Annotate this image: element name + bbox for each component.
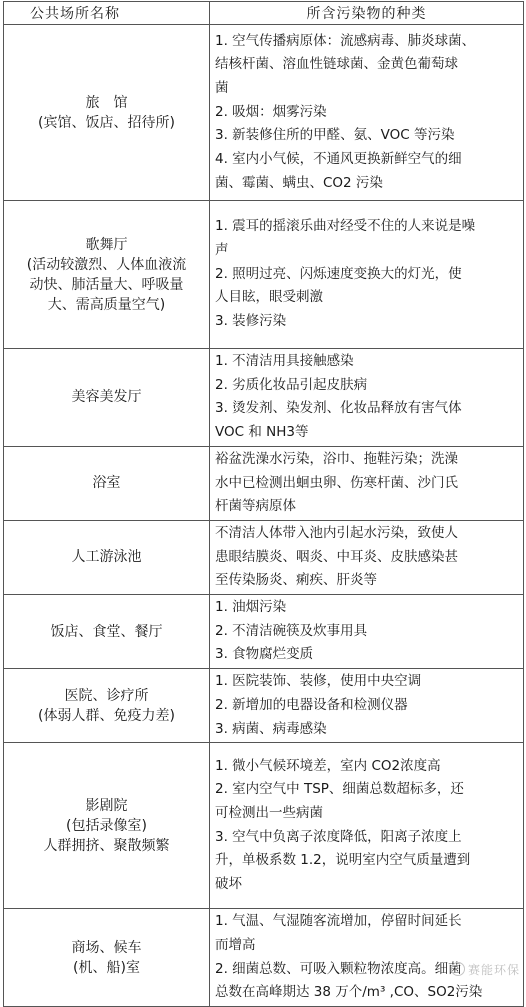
pollutant-line: 2. 照明过亮、闪烁速度变换大的灯光，使	[215, 265, 462, 282]
place-cell	[4, 909, 210, 1007]
pollutant-line: 3. 食物腐烂变质	[215, 646, 314, 663]
place-line: 大、需高质量空气)	[47, 296, 166, 313]
pollutant-line: 1. 空气传播病原体：流感病毒、肺炎球菌、	[215, 32, 476, 49]
place-line: 饭店、食堂、餐厅	[50, 623, 163, 640]
place-cell	[4, 349, 210, 447]
place-cell	[4, 520, 210, 594]
place-line: 旅 馆	[85, 94, 128, 111]
pollutant-line: 可检测出一些病菌	[215, 805, 323, 822]
document-page	[0, 1, 526, 1001]
place-cell	[4, 595, 210, 669]
pollutant-cell	[210, 743, 524, 909]
pollutant-line: 裕盆洗澡水污染，浴巾、拖鞋污染；洗澡	[215, 450, 458, 467]
table-body	[4, 25, 524, 1007]
table-row	[4, 909, 524, 1007]
table-row	[4, 446, 524, 520]
pollutant-cell	[210, 201, 524, 349]
place-cell	[4, 669, 210, 743]
place-cell	[4, 743, 210, 909]
pollutant-cell	[210, 520, 524, 594]
place-line: (体弱人群、免疫力差)	[38, 707, 175, 724]
pollutant-cell	[210, 669, 524, 743]
pollutant-line: 2. 细菌总数、可吸入颗粒物浓度高。细菌	[215, 960, 462, 977]
pollutant-line: 3. 空气中负离子浓度降低，阳离子浓度上	[215, 828, 462, 845]
pollutant-line: 1. 不清洁用具接触感染	[215, 353, 354, 369]
watermark	[451, 961, 520, 978]
place-line: (活动较激烈、人体血液流	[26, 256, 187, 273]
place-line: 人工游泳池	[71, 549, 142, 566]
pollutant-cell	[210, 595, 524, 669]
place-line: 人群拥挤、聚散频繁	[43, 837, 170, 854]
pollutant-line: 破坏	[215, 876, 242, 893]
place-line: (宾馆、饭店、招待所)	[38, 114, 175, 131]
pollutant-line: 结核杆菌、溶血性链球菌、金黄色葡萄球	[215, 56, 458, 73]
place-cell	[4, 446, 210, 520]
place-line: 歌舞厅	[85, 236, 128, 253]
pollutant-line: 1. 气温、气湿随客流增加，停留时间延长	[215, 913, 462, 930]
pollutant-line: 2. 新增加的电器设备和检测仪器	[215, 696, 408, 713]
pollutant-cell	[210, 446, 524, 520]
table-row	[4, 349, 524, 447]
pollutant-line: 1. 医院装饰、装修，使用中央空调	[215, 673, 422, 690]
pollutant-line: 患眼结膜炎、咽炎、中耳炎、皮肤感染甚	[215, 548, 458, 565]
pollutant-line: 声	[215, 241, 229, 258]
pollutant-line: 而增高	[215, 936, 256, 953]
pollutant-line: 2. 吸烟：烟雾污染	[215, 103, 327, 120]
place-line: 浴室	[92, 475, 121, 492]
place-line: 影剧院	[85, 797, 128, 814]
place-line: 动快、肺活量大、呼吸量	[29, 276, 184, 293]
place-line: 商场、候车	[71, 939, 142, 956]
pollutant-line: 总数在高峰期达 38 万个/m³ ,CO、SO2污染	[215, 984, 483, 1001]
table-row	[4, 595, 524, 669]
pollutant-line: 水中已检测出蛔虫卵、伤寒杆菌、沙门氏	[215, 474, 458, 491]
pollutant-line: 3. 装修污染	[215, 313, 287, 330]
pollutant-line: 1. 微小气候环境差，室内 CO2浓度高	[215, 757, 441, 774]
header-pollutants: 所含污染物的种类	[210, 2, 524, 25]
header-place: 公共场所名称	[4, 2, 210, 25]
pollutant-line: 杆菌等病原体	[215, 498, 296, 515]
pollutant-line: 1. 油烟污染	[215, 599, 287, 616]
pollutant-line: 人目眩，眼受刺激	[215, 289, 323, 306]
pollutant-line: 1. 震耳的摇滚乐曲对经受不住的人来说是噪	[215, 218, 476, 235]
pollutant-line: 3. 新装修住所的甲醛、氨、VOC 等污染	[215, 127, 455, 144]
table-row	[4, 201, 524, 349]
pollutant-line: 2. 不清洁碗筷及炊事用具	[215, 622, 368, 639]
pollutant-line: 3. 烫发剂、染发剂、化妆品释放有害气体	[215, 400, 462, 417]
place-line: (机、船)室	[73, 959, 140, 976]
place-cell	[4, 25, 210, 201]
pollutant-line: 3. 病菌、病毒感染	[215, 720, 327, 737]
table-row	[4, 669, 524, 743]
place-line: (包括录像室)	[66, 817, 147, 834]
pollutant-line: 2. 劣质化妆品引起皮肤病	[215, 376, 368, 393]
pollutant-line: VOC 和 NH3等	[215, 424, 309, 441]
pollutant-line: 4. 室内小气候，不通风更换新鲜空气的细	[215, 151, 462, 168]
place-cell	[4, 201, 210, 349]
table-row	[4, 743, 524, 909]
place-line: 美容美发厅	[71, 389, 142, 406]
pollutant-table	[3, 1, 524, 1007]
pollutant-line: 升，单极系数 1.2，说明室内空气质量遭到	[215, 852, 471, 869]
pollutant-line: 菌、霉菌、螨虫、CO2 污染	[215, 174, 383, 191]
pollutant-cell	[210, 349, 524, 447]
place-line: 医院、诊疗所	[64, 687, 149, 704]
pollutant-cell	[210, 909, 524, 1007]
watermark-logo-icon	[451, 962, 465, 976]
table-row	[4, 520, 524, 594]
pollutant-line: 不清洁人体带入池内引起水污染，致使人	[215, 524, 458, 541]
table-row	[4, 25, 524, 201]
header-row	[4, 2, 524, 25]
pollutant-line: 至传染肠炎、痢疾、肝炎等	[215, 572, 377, 589]
pollutant-cell	[210, 25, 524, 201]
pollutant-line: 菌	[215, 79, 229, 96]
watermark-text: 赛能环保	[467, 963, 520, 977]
pollutant-line: 2. 室内空气中 TSP、细菌总数超标多，还	[215, 781, 464, 798]
